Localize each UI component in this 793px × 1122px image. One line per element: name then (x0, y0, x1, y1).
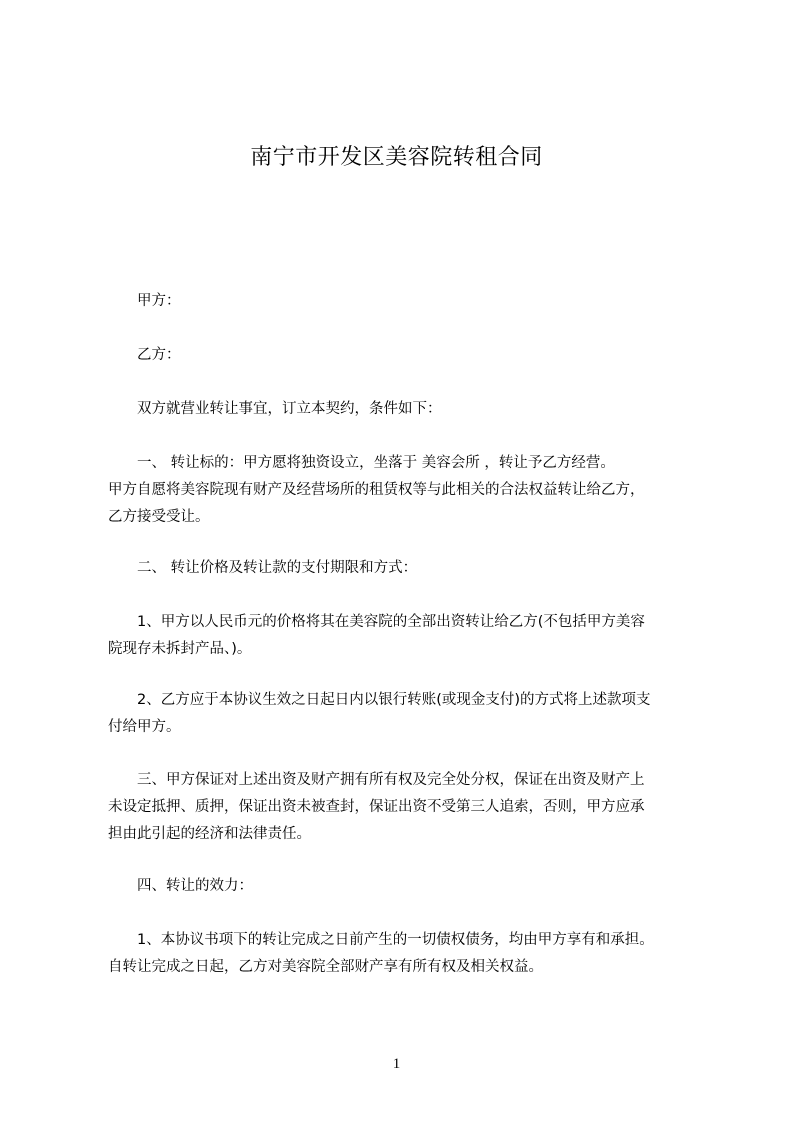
clause-1-line-1: 一、 转让标的：甲方愿将独资设立，坐落于 美容会所 ，转让予乙方经营。 (137, 455, 615, 471)
clause-3-line-3: 担由此引起的经济和法律责任。 (108, 826, 311, 842)
page-number: 1 (392, 1056, 401, 1072)
clause-2-heading: 二、 转让价格及转让款的支付期限和方式： (137, 560, 418, 576)
clause-2-1-line-2: 院现存未拆封产品、)。 (108, 641, 252, 657)
intro-paragraph: 双方就营业转让事宜，订立本契约，条件如下： (137, 401, 442, 417)
clause-2-1-line-1: 1、甲方以人民币元的价格将其在美容院的全部出资转让给乙方(不包括甲方美容 (137, 614, 645, 630)
clause-1-line-3: 乙方接受受让。 (108, 509, 210, 525)
party-a-label: 甲方： (137, 293, 181, 309)
clause-2-2-line-1: 2、乙方应于本协议生效之日起日内以银行转账(或现金支付)的方式将上述款项支 (137, 692, 651, 708)
clause-4-heading: 四、转让的效力： (137, 878, 253, 894)
party-b-label: 乙方： (137, 347, 181, 363)
clause-4-1-line-2: 自转让完成之日起，乙方对美容院全部财产享有所有权及相关权益。 (108, 959, 543, 975)
clause-2-2-line-2: 付给甲方。 (108, 719, 181, 735)
clause-3-line-1: 三、甲方保证对上述出资及财产拥有所有权及完全处分权，保证在出资及财产上 (137, 772, 645, 788)
clause-1-line-2: 甲方自愿将美容院现有财产及经营场所的租赁权等与此相关的合法权益转让给乙方， (108, 482, 645, 498)
clause-3-line-2: 未设定抵押、质押，保证出资未被查封，保证出资不受第三人追索，否则，甲方应承 (108, 799, 645, 815)
document-title: 南宁市开发区美容院转租合同 (250, 145, 543, 170)
clause-4-1-line-1: 1、本协议书项下的转让完成之日前产生的一切债权债务，均由甲方享有和承担。 (137, 932, 654, 948)
